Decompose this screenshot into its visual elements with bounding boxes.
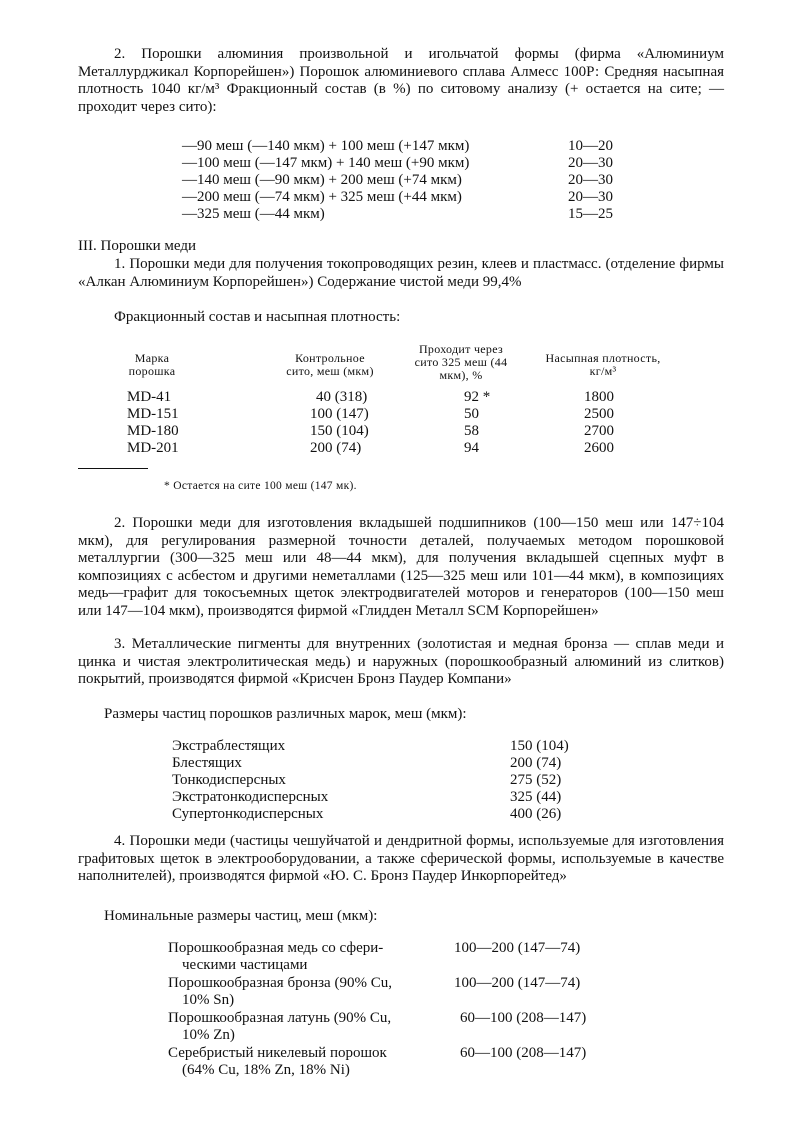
fraction-range: —90 меш (—140 мкм) + 100 меш (+147 мкм) <box>182 138 470 154</box>
fraction-range: —140 меш (—90 мкм) + 200 меш (+74 мкм) <box>182 172 462 188</box>
table-cell-grade: MD-180 <box>127 423 179 439</box>
table-cell-pass: 58 <box>464 423 479 439</box>
footnote-divider <box>78 468 148 469</box>
table-cell-pass: 92 * <box>464 389 491 405</box>
table-cell-density: 2600 <box>584 440 614 456</box>
table-header-density: Насыпная плотность, кг/м³ <box>545 351 661 378</box>
table-cell-sieve: 100 (147) <box>310 406 369 422</box>
table-cell-grade: MD-41 <box>127 389 172 405</box>
table-cell-density: 2700 <box>584 423 614 439</box>
section-heading: III. Порошки меди <box>78 238 197 254</box>
copper-item-4: 4. Порошки меди (частицы чешуйчатой и дендритной формы, используемые для изготовления графитовых щеток в электрооборудовании, а также сферической формы, используемые в качестве наполнителей), производятся фирмой «Ю. С. Бронз Паудер Инкорпорейтед» <box>78 833 724 884</box>
copper-item-3: 3. Металлические пигменты для внутренних (золотистая и медная бронза — сплав меди и цинка и чистая электролитическая медь) и наружных (порошкообразный алюминий из слитков) покрытий, производятся фирмой «Крисчен Бронз Паудер Компани» <box>78 636 724 687</box>
nominal-name-cont: 10% Sn) <box>182 992 235 1008</box>
size-value: 275 (52) <box>510 772 562 788</box>
nominal-name-cont: 10% Zn) <box>182 1027 235 1043</box>
table-header-grade: Марка порошка <box>128 351 176 378</box>
copper-item-2: 2. Порошки меди для изготовления вкладышей подшипников (100—150 меш или 147÷104 мкм), для регулирования размерной точности деталей, получаемых методом порошковой металлургии (300—325 меш или 48—44 мкм), для получения вкладышей сцепных муфт в композициях с асбестом и другими неметаллами (125—325 меш или 101—44 мкм), в композициях медь—графит для токосъемных щеток электродвигателей моторов и генераторов (100—150 меш или 147—104 мкм), производятся фирмой «Глидден Металл SCM Корпорейшен» <box>78 515 724 619</box>
nominal-value: 100—200 (147—74) <box>454 975 581 991</box>
size-name: Экстраблестящих <box>172 738 286 754</box>
table-header-pass: Проходит через сито 325 меш (44 мкм), % <box>414 342 508 382</box>
fraction-percent: 10—20 <box>568 138 613 154</box>
table-cell-density: 1800 <box>584 389 614 405</box>
size-value: 200 (74) <box>510 755 562 771</box>
table-header-sieve: Контрольное сито, меш (мкм) <box>286 351 374 378</box>
table-cell-sieve: 200 (74) <box>310 440 362 456</box>
table-cell-pass: 94 <box>464 440 479 456</box>
nominal-value: 60—100 (208—147) <box>460 1045 587 1061</box>
nominal-name-cont: ческими частицами <box>182 957 308 973</box>
nominal-name: Серебристый никелевый порошок <box>168 1045 387 1061</box>
nominal-name: Порошкообразная латунь (90% Cu, <box>168 1010 392 1026</box>
table-cell-sieve: 40 (318) <box>316 389 368 405</box>
nominal-value: 60—100 (208—147) <box>460 1010 587 1026</box>
nominal-name: Порошкообразная медь со сфери- <box>168 940 384 956</box>
fraction-range: —200 меш (—74 мкм) + 325 меш (+44 мкм) <box>182 189 462 205</box>
fraction-range: —325 меш (—44 мкм) <box>182 206 325 222</box>
table-cell-grade: MD-151 <box>127 406 179 422</box>
aluminium-powders-paragraph: 2. Порошки алюминия произвольной и игольчатой формы (фирма «Алюминиум Металлурджикал Корпорейшен») Порошок алюминиевого сплава Алмесс 100Р: Средняя насыпная плотность 1040 кг/м³ Фракционный состав (в %) по ситовому анализу (+ остается на сите; —проходит через сито): <box>78 46 724 115</box>
size-name: Супертонкодисперсных <box>172 806 324 822</box>
table-cell-grade: MD-201 <box>127 440 179 456</box>
fraction-percent: 15—25 <box>568 206 613 222</box>
size-value: 400 (26) <box>510 806 562 822</box>
nominal-name: Порошкообразная бронза (90% Cu, <box>168 975 392 991</box>
size-name: Блестящих <box>172 755 242 771</box>
footnote: * Остается на сите 100 меш (147 мк). <box>164 480 357 492</box>
nominal-caption: Номинальные размеры частиц, меш (мкм): <box>104 908 378 924</box>
fraction-percent: 20—30 <box>568 189 613 205</box>
copper-item-1: 1. Порошки меди для получения токопроводящих резин, клеев и пластмасс. (отделение фирмы «Алкан Алюминиум Корпорейшен») Содержание чистой меди 99,4% <box>78 256 724 290</box>
size-value: 150 (104) <box>510 738 569 754</box>
nominal-value: 100—200 (147—74) <box>454 940 581 956</box>
table-caption: Фракционный состав и насыпная плотность: <box>114 309 401 325</box>
size-value: 325 (44) <box>510 789 562 805</box>
size-name: Экстратонкодисперсных <box>172 789 329 805</box>
table-cell-density: 2500 <box>584 406 614 422</box>
sizes-caption: Размеры частиц порошков различных марок, меш (мкм): <box>104 706 467 722</box>
fraction-range: —100 меш (—147 мкм) + 140 меш (+90 мкм) <box>182 155 470 171</box>
table-cell-pass: 50 <box>464 406 479 422</box>
size-name: Тонкодисперсных <box>172 772 286 788</box>
nominal-name-cont: (64% Cu, 18% Zn, 18% Ni) <box>182 1062 350 1078</box>
fraction-percent: 20—30 <box>568 172 613 188</box>
table-cell-sieve: 150 (104) <box>310 423 369 439</box>
fraction-percent: 20—30 <box>568 155 613 171</box>
